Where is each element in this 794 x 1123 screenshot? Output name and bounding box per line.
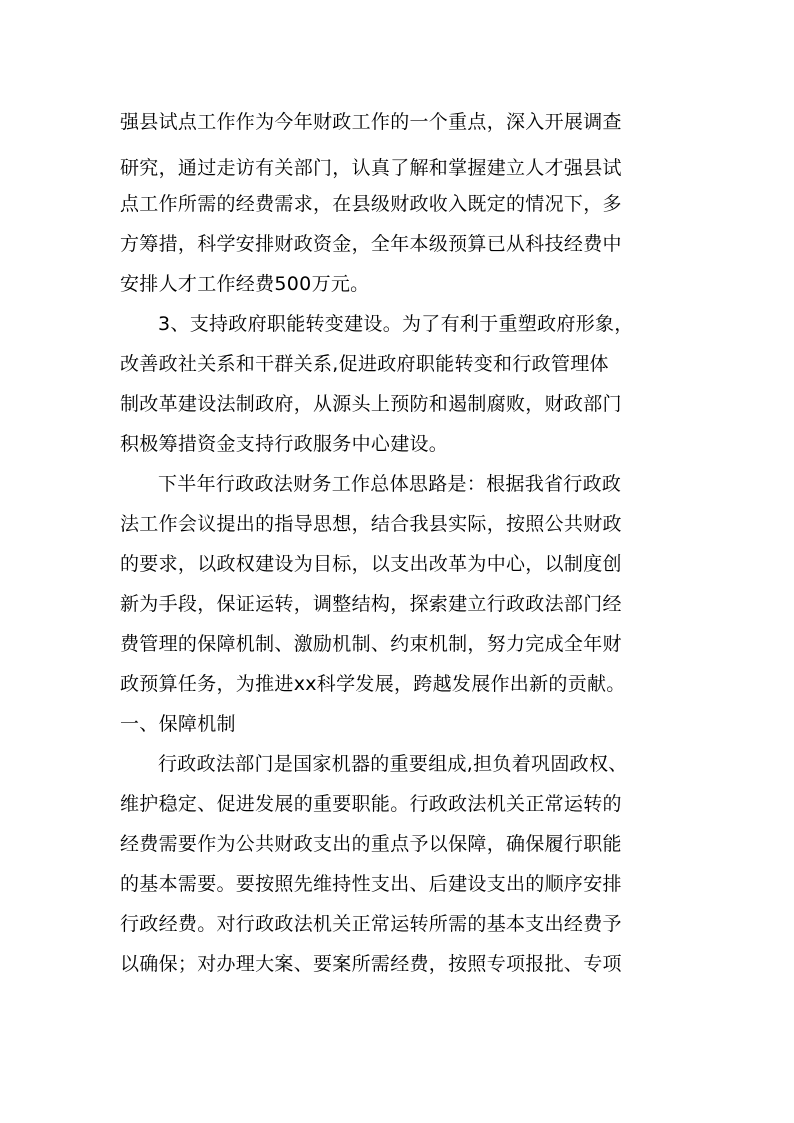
text-line: 研究，通过走访有关部门，认真了解和掌握建立人才强县试: [120, 157, 622, 179]
text-line: 维护稳定、促进发展的重要职能。行政政法机关正常运转的: [120, 793, 622, 815]
text-line: 方筹措，科学安排财政资金，全年本级预算已从科技经费中: [120, 233, 622, 255]
text-line: 的基本需要。要按照先维持性支出、后建设支出的顺序安排: [120, 873, 622, 895]
text-line: 积极筹措资金支持行政服务中心建设。: [120, 433, 449, 455]
text-line: 点工作所需的经费需求，在县级财政收入既定的情况下，多: [120, 193, 622, 215]
section-heading: 一、保障机制: [120, 713, 236, 735]
text-line: 以确保；对办理大案、要案所需经费，按照专项报批、专项: [120, 953, 622, 975]
text-line: 改善政社关系和干群关系,促进政府职能转变和行政管理体: [120, 353, 609, 375]
paragraph-first-line: 3、支持政府职能转变建设。为了有利于重塑政府形象，: [158, 313, 634, 335]
text-line: 费管理的保障机制、激励机制、约束机制，努力完成全年财: [120, 633, 622, 655]
text-line: 强县试点工作作为今年财政工作的一个重点，深入开展调查: [120, 111, 622, 133]
text-line: 制改革建设法制政府，从源头上预防和遏制腐败，财政部门: [120, 393, 622, 415]
text-line: 经费需要作为公共财政支出的重点予以保障，确保履行职能: [120, 833, 622, 855]
text-line: 行政经费。对行政政法机关正常运转所需的基本支出经费予: [120, 913, 622, 935]
paragraph-first-line: 下半年行政政法财务工作总体思路是：根据我省行政政: [158, 473, 622, 495]
text-line: 的要求，以政权建设为目标，以支出改革为中心，以制度创: [120, 553, 622, 575]
text-line: 法工作会议提出的指导思想，结合我县实际，按照公共财政: [120, 513, 622, 535]
text-line: 政预算任务，为推进xx科学发展，跨越发展作出新的贡献。: [120, 673, 626, 695]
text-line: 安排人才工作经费500万元。: [120, 273, 370, 295]
text-line: 新为手段，保证运转，调整结构，探索建立行政政法部门经: [120, 593, 622, 615]
paragraph-first-line: 行政政法部门是国家机器的重要组成,担负着巩固政权、: [158, 753, 628, 775]
